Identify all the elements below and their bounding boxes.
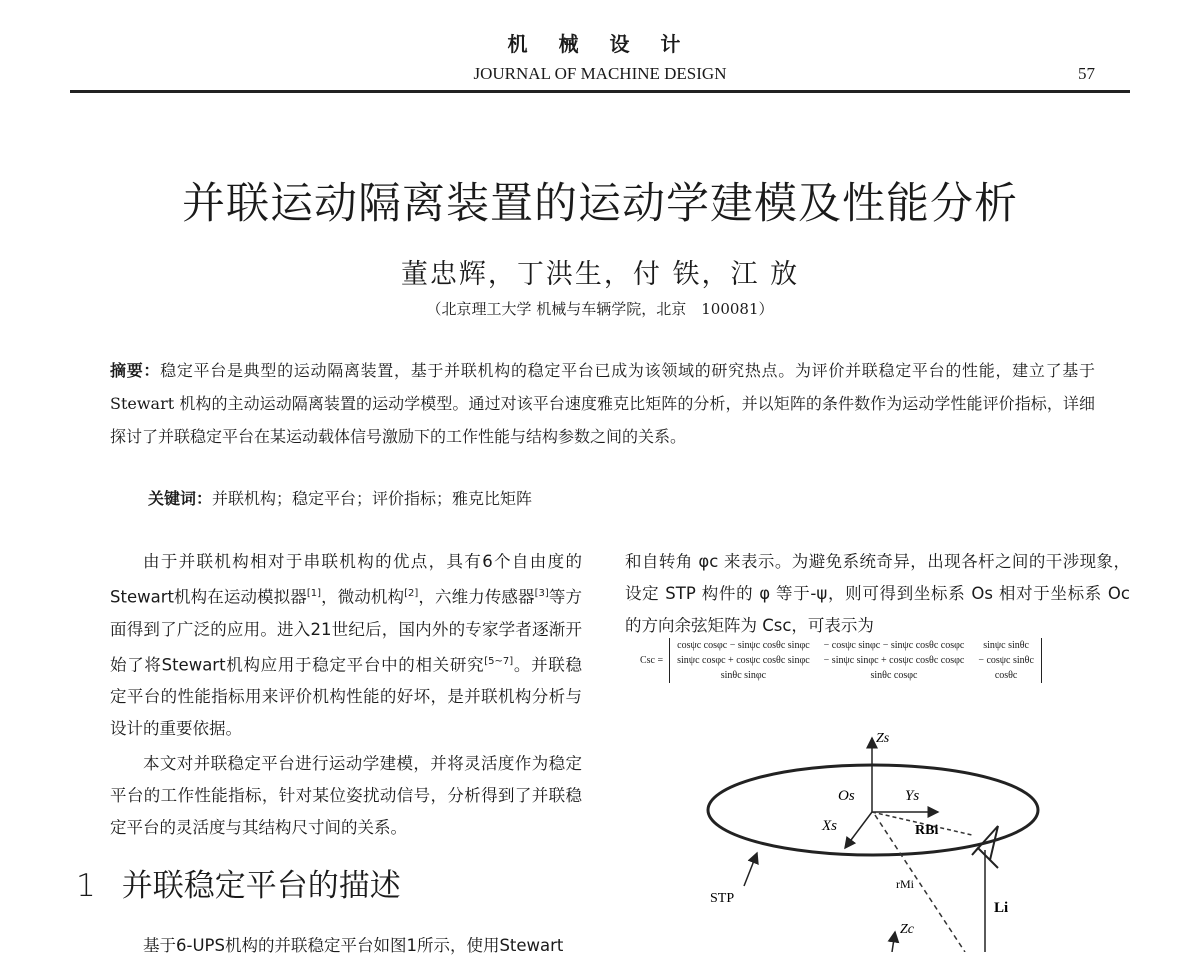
zc-axis: [892, 932, 895, 952]
keywords-label: 关键词：: [148, 489, 213, 508]
journal-name-cn: 机 械 设 计: [507, 32, 693, 56]
matrix-cell: − cosψc sinθc: [978, 655, 1034, 666]
matrix-cell: − sinψc sinφc + cosψc cosθc cosφc: [823, 655, 965, 666]
keywords-text: 并联机构；稳定平台；评价指标；雅克比矩阵: [212, 489, 533, 508]
matrix-cell: sinψc cosφc + cosψc cosθc sinφc: [677, 655, 810, 666]
label-zs: Zs: [876, 731, 890, 746]
section-number: 1: [76, 868, 96, 904]
section-title: 并联稳定平台的描述: [121, 868, 401, 904]
label-zc: Zc: [900, 922, 914, 937]
text: 和自转角 φc 来表示。为避免系统奇异，出现各杆之间的干涉现象，设定 STP 构件的 φ 等于-ψ，则可得到坐标系 Os 相对于坐标系 Oc 的方向余弦矩阵为 Csc，可表示为: [625, 552, 1130, 635]
label-ys: Ys: [905, 788, 920, 804]
text: 等方面得到了广泛的应用。进入21世纪后，国内外的专家学者逐渐开始了将Stewart机构应用于稳定平台中的相关研究: [110, 587, 582, 674]
label-li: Li: [994, 900, 1009, 916]
matrix-cell: − cosψc sinφc − sinψc cosθc cosφc: [823, 640, 965, 651]
abstract-label: 摘要：: [110, 361, 161, 380]
intro-paragraph-2: 本文对并联稳定平台进行运动学建模，并将灵活度作为稳定平台的工作性能指标，针对某位姿扰动信号，分析得到了并联稳定平台的灵活度与其结构尺寸间的关系。: [110, 754, 582, 837]
xs-axis: [845, 812, 872, 848]
text: 。并联稳定平台的性能指标用来评价机构性能的好坏，是并联机构分析与设计的重要依据。: [110, 655, 582, 738]
matrix-lhs: Csc =: [640, 655, 664, 666]
matrix-cell: cosψc cosφc − sinψc cosθc sinφc: [677, 640, 810, 651]
text: 基于6-UPS机构的并联稳定平台如图1所示，使用Stewart: [143, 936, 564, 955]
label-rbi: RBi: [915, 823, 939, 838]
paper-affiliation: （北京理工大学 机械与车辆学院，北京 100081）: [426, 300, 774, 318]
paper-authors: 董忠辉，丁洪生，付 铁，江 放: [400, 259, 800, 290]
matrix-cell: cosθc: [994, 670, 1018, 681]
citation: [1]: [306, 588, 322, 599]
text: ，六维力传感器: [418, 587, 535, 607]
label-xs: Xs: [822, 818, 837, 834]
matrix-cell: sinθc sinφc: [720, 670, 767, 681]
text: 由于并联机构相对于串联机构的优点，具有6个自由度的Stewart机构在运动模拟器: [110, 552, 582, 607]
stp-pointer: [744, 853, 757, 886]
matrix-cell: sinθc cosφc: [870, 670, 918, 681]
page-number: 57: [1078, 64, 1095, 83]
label-rmi: rMi: [896, 877, 914, 891]
label-os: Os: [838, 788, 855, 804]
citation: [3]: [534, 588, 549, 599]
stp-platform-ellipse: [708, 765, 1038, 855]
text: ，微动机构: [321, 587, 405, 607]
abstract-text: 稳定平台是典型的运动隔离装置，基于并联机构的稳定平台已成为该领域的研究热点。为评价并联稳定平台的性能，建立了基于 Stewart 机构的主动运动隔离装置的运动学模型。通过对该平台速度雅克比矩阵的分析，并以矩阵的条件数作为运动学性能评价指标，详细探讨了并联稳定平台在某运动载体信号激励下的工作性能与结构参数之间的关系。: [110, 361, 1095, 446]
matrix-cell: sinψc sinθc: [983, 640, 1029, 651]
label-stp: STP: [710, 891, 735, 906]
citation: [2]: [404, 588, 419, 599]
paper-title: 并联运动隔离装置的运动学建模及性能分析: [182, 179, 1018, 229]
citation: [5~7]: [484, 655, 514, 667]
journal-name-en: JOURNAL OF MACHINE DESIGN: [473, 64, 727, 83]
